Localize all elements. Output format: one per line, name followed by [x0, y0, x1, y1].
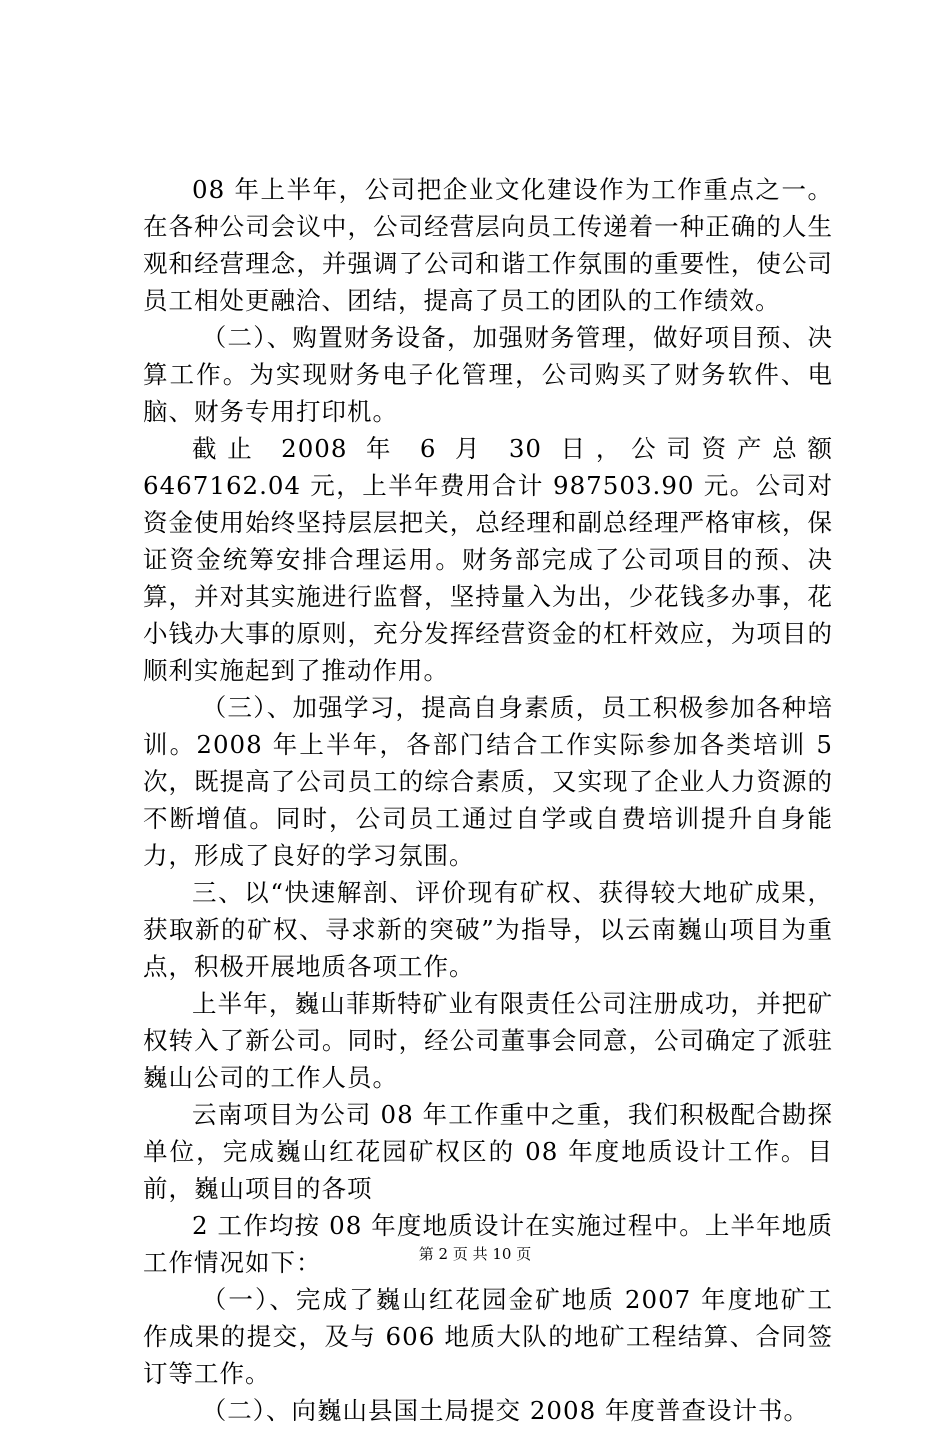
paragraph-yunnan-project: 云南项目为公司 08 年工作重中之重，我们积极配合勘探单位，完成巍山红花园矿权区的 08 年度地质设计工作。目前，巍山项目的各项 — [143, 1100, 833, 1203]
paragraph-company-registration: 上半年，巍山菲斯特矿业有限责任公司注册成功，并把矿权转入了新公司。同时，经公司董事会同意，公司确定了派驻巍山公司的工作人员。 — [143, 989, 833, 1092]
page-number-footer: 第 2 页 共 10 页 — [418, 1245, 532, 1263]
paragraph-work-status: 2 工作均按 08 年度地质设计在实施过程中。上半年地质工作情况如下： — [143, 1211, 833, 1277]
paragraph-culture: 08 年上半年，公司把企业文化建设作为工作重点之一。在各种公司会议中，公司经营层向员工传递着一种正确的人生观和经营理念，并强调了公司和谐工作氛围的重要性，使公司员工相处更融洽、团结，提高了员工的团队的工作绩效。 — [143, 175, 833, 315]
paragraph-item-two: （二）、向巍山县国土局提交 2008 年度普查设计书。 — [201, 1396, 809, 1425]
paragraph-section-three: 三、以“快速解剖、评价现有矿权、获得较大地矿成果，获取新的矿权、寻求新的突破”为指导，以云南巍山项目为重点，积极开展地质各项工作。 — [143, 878, 833, 981]
document-body — [143, 171, 833, 1429]
paragraph-finance-equipment: （二）、购置财务设备，加强财务管理，做好项目预、决算工作。为实现财务电子化管理，公司购买了财务软件、电脑、财务专用打印机。 — [143, 323, 833, 426]
paragraph-item-one: （一）、完成了巍山红花园金矿地质 2007 年度地矿工作成果的提交，及与 606 地质大队的地矿工程结算、合同签订等工作。 — [143, 1285, 833, 1388]
paragraph-assets: 截止 2008 年 6 月 30 日，公司资产总额 6467162.04 元，上半年费用合计 987503.90 元。公司对资金使用始终坚持层层把关，总经理和副总经理严格审核，保证资金统筹安排合理运用。财务部完成了公司项目的预、决算，并对其实施进行监督，坚持量入为出，少花钱多办事，花小钱办大事的原则，充分发挥经营资金的杠杆效应，为项目的顺利实施起到了推动作用。 — [143, 434, 833, 685]
paragraph-training: （三）、加强学习，提高自身素质，员工积极参加各种培训。2008 年上半年，各部门结合工作实际参加各类培训 5 次，既提高了公司员工的综合素质，又实现了企业人力资源的不断增值。同时，公司员工通过自学或自费培训提升自身能力，形成了良好的学习氛围。 — [143, 693, 833, 870]
